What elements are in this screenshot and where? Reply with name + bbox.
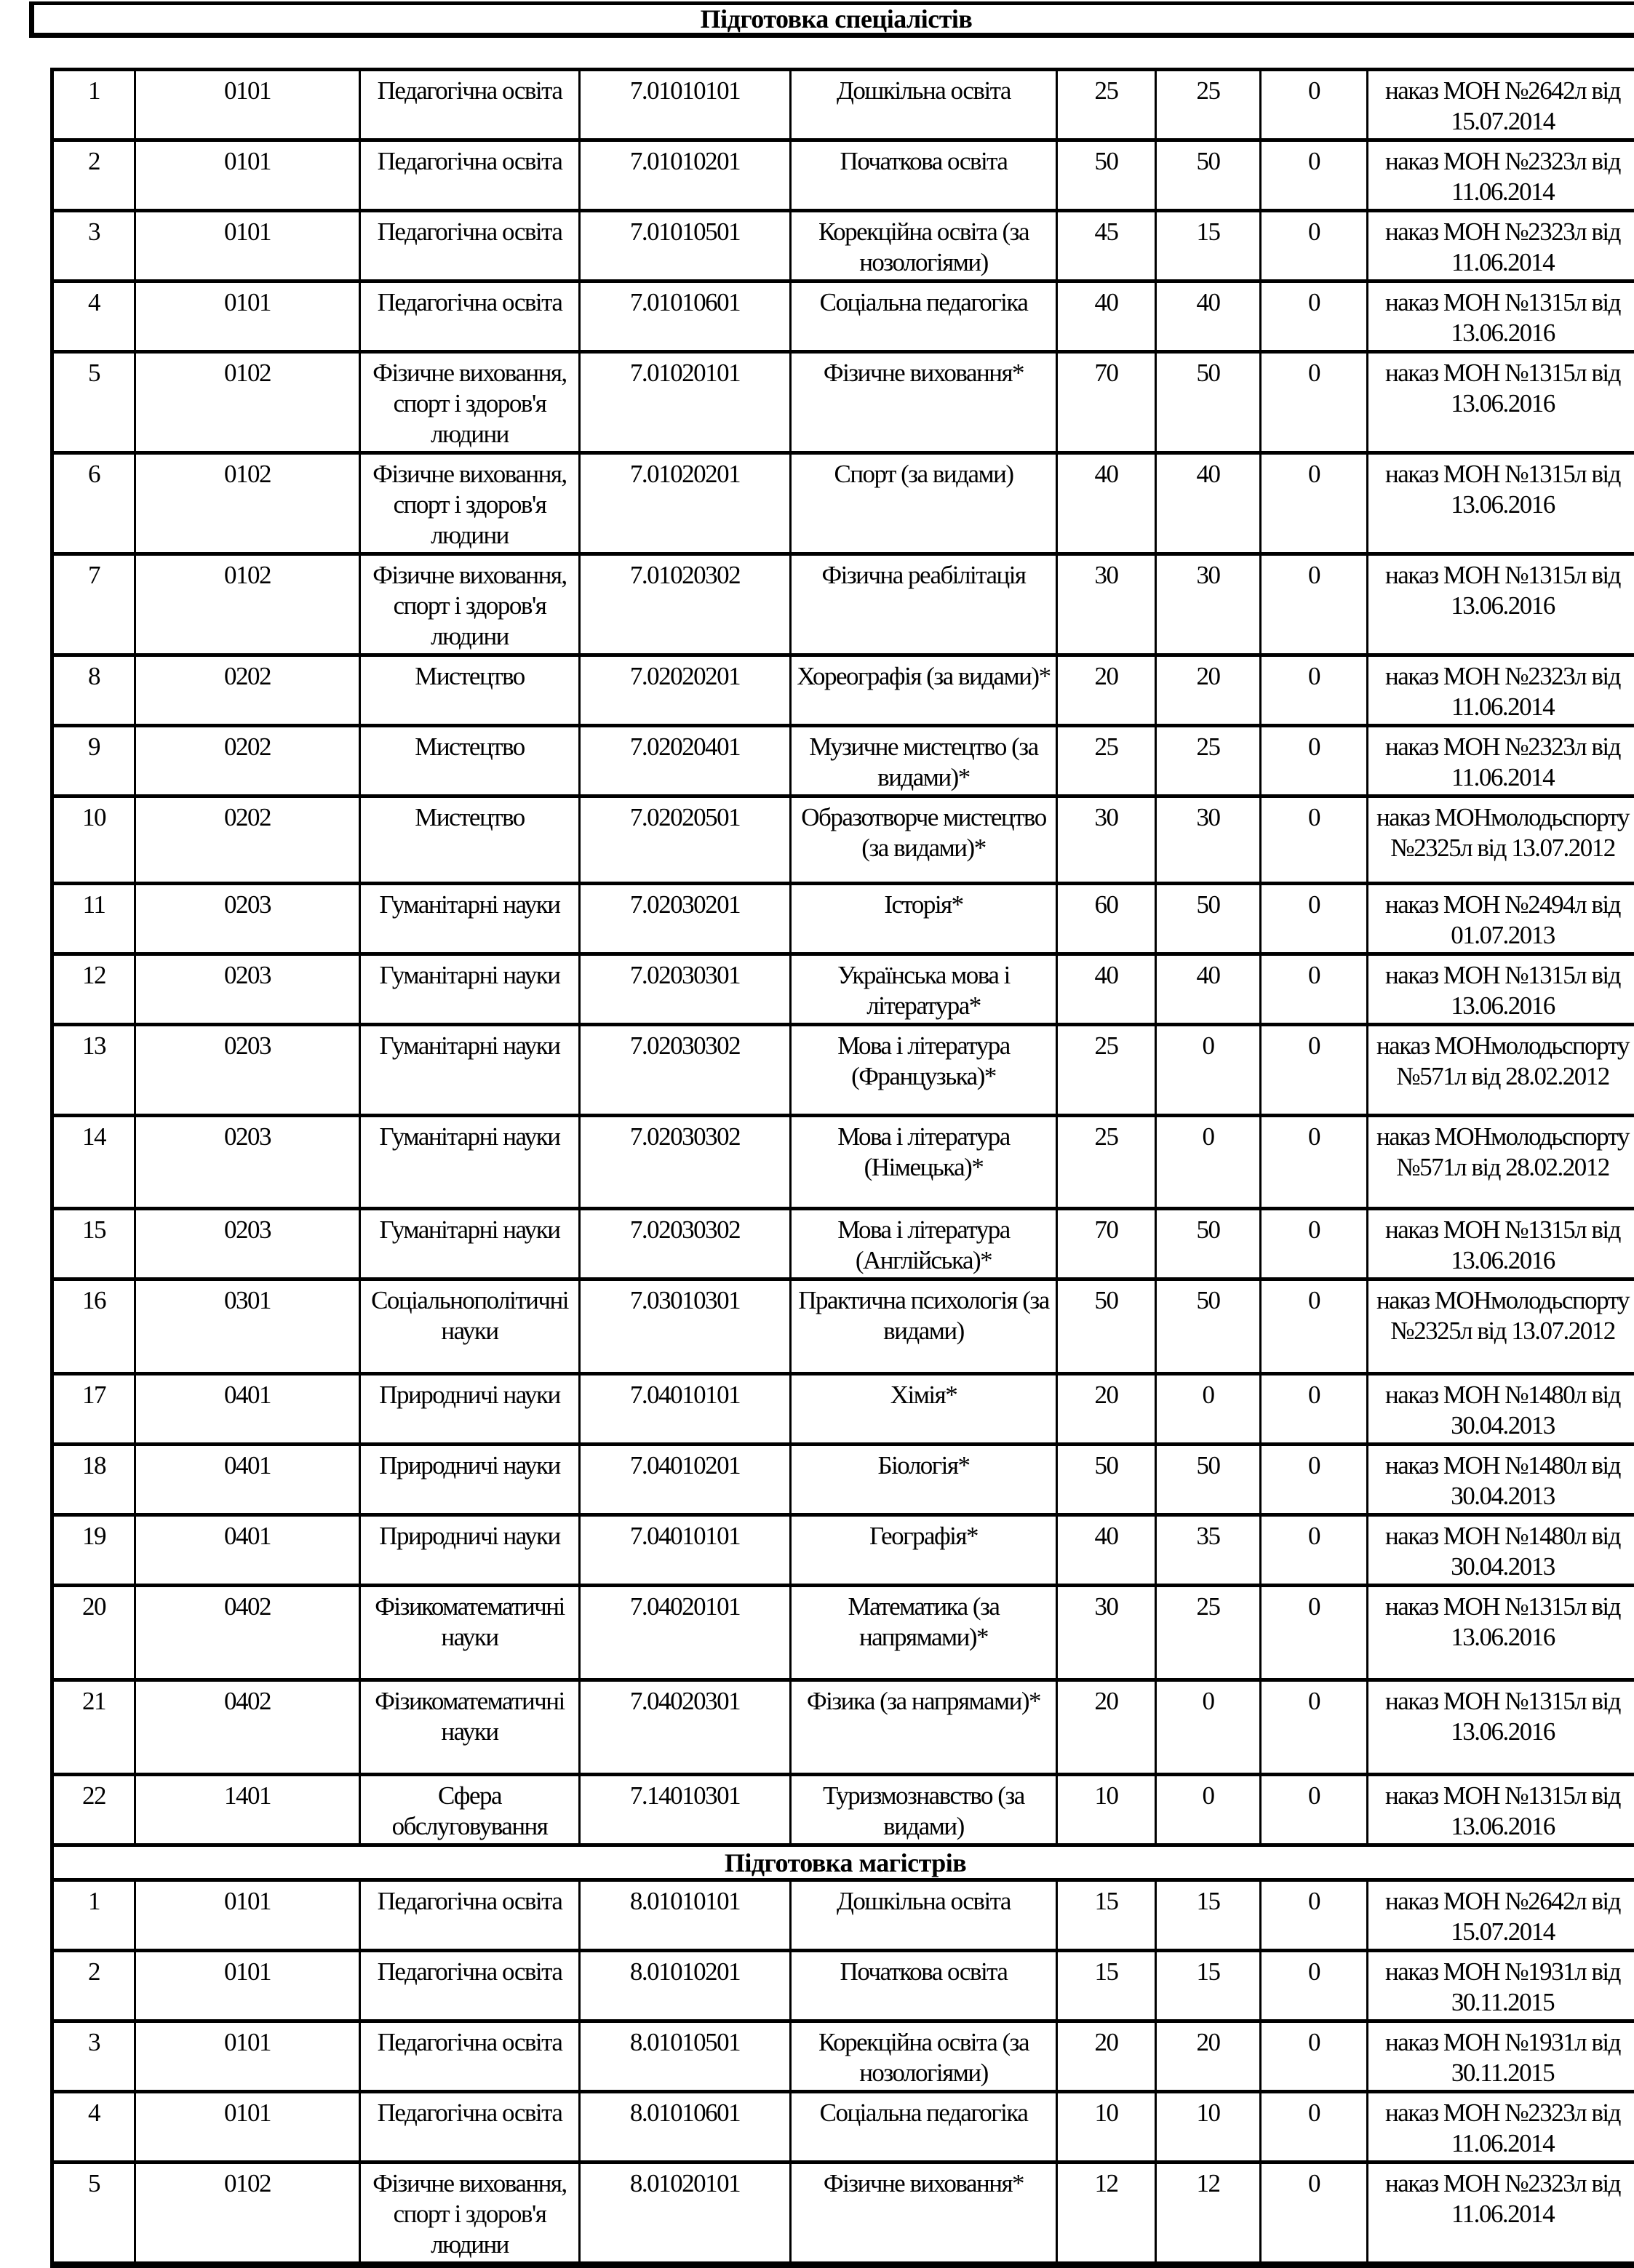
order-reference-cell: наказ МОН №2323л від 11.06.2014	[1368, 2164, 1634, 2265]
specialty-name-cell: Фізична реабілітація	[792, 556, 1058, 657]
field-code-cell: 0203	[136, 885, 361, 956]
order-reference-cell: наказ МОН №1315л від 13.06.2016	[1368, 556, 1634, 657]
second-volume-cell: 0	[1157, 1776, 1262, 1847]
third-volume-cell: 0	[1262, 1682, 1368, 1776]
specialty-code-cell: 7.02020201	[581, 657, 792, 727]
specialty-name-cell: Спорт (за видами)	[792, 455, 1058, 556]
field-code-cell: 0101	[136, 212, 361, 283]
third-volume-cell: 0	[1262, 1517, 1368, 1587]
third-volume-cell: 0	[1262, 1375, 1368, 1446]
licensed-volume-cell: 70	[1058, 354, 1157, 455]
second-volume-cell: 50	[1157, 354, 1262, 455]
third-volume-cell: 0	[1262, 2093, 1368, 2164]
field-code-cell: 0102	[136, 354, 361, 455]
order-reference-cell: наказ МОН №2323л від 11.06.2014	[1368, 142, 1634, 212]
specialty-name-cell: Практична психологія (за видами)	[792, 1281, 1058, 1375]
specialty-name-cell: Мова і література (Англійська)*	[792, 1210, 1058, 1281]
third-volume-cell: 0	[1262, 956, 1368, 1026]
field-code-cell: 0203	[136, 956, 361, 1026]
field-name-cell: Гуманітарні науки	[361, 1117, 581, 1210]
field-code-cell: 0402	[136, 1587, 361, 1682]
specialty-code-cell: 7.02030301	[581, 956, 792, 1026]
second-volume-cell: 12	[1157, 2164, 1262, 2265]
licensed-volume-cell: 40	[1058, 1517, 1157, 1587]
order-reference-cell: наказ МОН №1315л від 13.06.2016	[1368, 1210, 1634, 1281]
specialty-code-cell: 7.04020301	[581, 1682, 792, 1776]
order-reference-cell: наказ МОНмолодьспорту №2325л від 13.07.2012	[1368, 1281, 1634, 1375]
field-code-cell: 0101	[136, 2093, 361, 2164]
row-number-cell: 22	[54, 1776, 136, 1847]
field-name-cell: Фізикоматематичні науки	[361, 1682, 581, 1776]
licensed-volume-cell: 25	[1058, 727, 1157, 798]
row-number-cell: 4	[54, 2093, 136, 2164]
field-name-cell: Фізичне виховання, спорт і здоров'я людини	[361, 556, 581, 657]
specialty-code-cell: 7.02030302	[581, 1210, 792, 1281]
specialty-name-cell: Музичне мистецтво (за видами)*	[792, 727, 1058, 798]
second-volume-cell: 15	[1157, 1882, 1262, 1952]
specialty-code-cell: 7.03010301	[581, 1281, 792, 1375]
field-name-cell: Педагогічна освіта	[361, 1882, 581, 1952]
third-volume-cell: 0	[1262, 1117, 1368, 1210]
row-number-cell: 2	[54, 142, 136, 212]
third-volume-cell: 0	[1262, 1446, 1368, 1517]
field-code-cell: 1401	[136, 1776, 361, 1847]
specialty-name-cell: Історія*	[792, 885, 1058, 956]
specialty-name-cell: Математика (за напрямами)*	[792, 1587, 1058, 1682]
field-name-cell: Педагогічна освіта	[361, 1952, 581, 2023]
order-reference-cell: наказ МОН №2494л від 01.07.2013	[1368, 885, 1634, 956]
specialty-code-cell: 8.01020101	[581, 2164, 792, 2265]
row-number-cell: 5	[54, 354, 136, 455]
row-number-cell: 12	[54, 956, 136, 1026]
licensed-volume-cell: 10	[1058, 1776, 1157, 1847]
field-name-cell: Мистецтво	[361, 798, 581, 885]
specialty-name-cell: Туризмознавство (за видами)	[792, 1776, 1058, 1847]
row-number-cell: 1	[54, 1882, 136, 1952]
row-number-cell: 15	[54, 1210, 136, 1281]
field-code-cell: 0101	[136, 1952, 361, 2023]
licensed-volume-cell: 10	[1058, 2093, 1157, 2164]
second-volume-cell: 30	[1157, 556, 1262, 657]
field-code-cell: 0102	[136, 455, 361, 556]
field-name-cell: Фізичне виховання, спорт і здоров'я людини	[361, 2164, 581, 2265]
field-code-cell: 0402	[136, 1682, 361, 1776]
third-volume-cell: 0	[1262, 1026, 1368, 1117]
order-reference-cell: наказ МОН №1315л від 13.06.2016	[1368, 1587, 1634, 1682]
specialty-code-cell: 7.02020501	[581, 798, 792, 885]
order-reference-cell: наказ МОН №2323л від 11.06.2014	[1368, 727, 1634, 798]
third-volume-cell: 0	[1262, 556, 1368, 657]
row-number-cell: 4	[54, 283, 136, 354]
specialty-name-cell: Хімія*	[792, 1375, 1058, 1446]
second-volume-cell: 0	[1157, 1117, 1262, 1210]
specialty-code-cell: 7.01010501	[581, 212, 792, 283]
field-code-cell: 0102	[136, 2164, 361, 2265]
licensed-volume-cell: 30	[1058, 1587, 1157, 1682]
field-name-cell: Природничі науки	[361, 1517, 581, 1587]
masters-section-title: Підготовка магістрів	[54, 1847, 1634, 1882]
order-reference-cell: наказ МОН №2323л від 11.06.2014	[1368, 212, 1634, 283]
licensed-volume-cell: 25	[1058, 1026, 1157, 1117]
second-volume-cell: 50	[1157, 1446, 1262, 1517]
row-number-cell: 16	[54, 1281, 136, 1375]
third-volume-cell: 0	[1262, 798, 1368, 885]
field-name-cell: Природничі науки	[361, 1375, 581, 1446]
specialty-name-cell: Корекційна освіта (за нозологіями)	[792, 212, 1058, 283]
specialty-code-cell: 8.01010501	[581, 2023, 792, 2093]
specialty-code-cell: 7.02030302	[581, 1026, 792, 1117]
licensed-volume-cell: 40	[1058, 455, 1157, 556]
licensed-volume-cell: 20	[1058, 1682, 1157, 1776]
specialty-name-cell: Соціальна педагогіка	[792, 2093, 1058, 2164]
order-reference-cell: наказ МОН №1931л від 30.11.2015	[1368, 2023, 1634, 2093]
second-volume-cell: 15	[1157, 212, 1262, 283]
field-code-cell: 0102	[136, 556, 361, 657]
third-volume-cell: 0	[1262, 657, 1368, 727]
field-code-cell: 0203	[136, 1026, 361, 1117]
specialty-name-cell: Мова і література (Французька)*	[792, 1026, 1058, 1117]
order-reference-cell: наказ МОН №1315л від 13.06.2016	[1368, 455, 1634, 556]
field-code-cell: 0101	[136, 1882, 361, 1952]
specialty-code-cell: 7.02030201	[581, 885, 792, 956]
specialty-name-cell: Біологія*	[792, 1446, 1058, 1517]
specialty-code-cell: 8.01010601	[581, 2093, 792, 2164]
row-number-cell: 5	[54, 2164, 136, 2265]
order-reference-cell: наказ МОН №2323л від 11.06.2014	[1368, 2093, 1634, 2164]
second-volume-cell: 40	[1157, 455, 1262, 556]
licensed-volume-cell: 30	[1058, 798, 1157, 885]
field-name-cell: Педагогічна освіта	[361, 2023, 581, 2093]
second-volume-cell: 20	[1157, 2023, 1262, 2093]
specialty-code-cell: 7.14010301	[581, 1776, 792, 1847]
field-code-cell: 0101	[136, 2023, 361, 2093]
third-volume-cell: 0	[1262, 142, 1368, 212]
field-name-cell: Фізичне виховання, спорт і здоров'я людини	[361, 354, 581, 455]
field-code-cell: 0202	[136, 798, 361, 885]
third-volume-cell: 0	[1262, 1210, 1368, 1281]
order-reference-cell: наказ МОН №2323л від 11.06.2014	[1368, 657, 1634, 727]
field-code-cell: 0401	[136, 1375, 361, 1446]
licensed-volume-cell: 40	[1058, 956, 1157, 1026]
licensed-specialties-table	[50, 68, 1634, 2268]
row-number-cell: 6	[54, 455, 136, 556]
specialty-code-cell: 7.01010201	[581, 142, 792, 212]
second-volume-cell: 50	[1157, 1210, 1262, 1281]
row-number-cell: 20	[54, 1587, 136, 1682]
second-volume-cell: 25	[1157, 727, 1262, 798]
licensed-volume-cell: 20	[1058, 657, 1157, 727]
second-volume-cell: 10	[1157, 2093, 1262, 2164]
field-name-cell: Педагогічна освіта	[361, 283, 581, 354]
second-volume-cell: 25	[1157, 1587, 1262, 1682]
field-name-cell: Фізикоматематичні науки	[361, 1587, 581, 1682]
specialty-code-cell: 7.01020302	[581, 556, 792, 657]
field-code-cell: 0202	[136, 657, 361, 727]
specialists-title-bar	[29, 1, 1634, 38]
second-volume-cell: 0	[1157, 1375, 1262, 1446]
order-reference-cell: наказ МОН №2642л від 15.07.2014	[1368, 71, 1634, 142]
specialty-name-cell: Образотворче мистецтво (за видами)*	[792, 798, 1058, 885]
order-reference-cell: наказ МОНмолодьспорту №2325л від 13.07.2012	[1368, 798, 1634, 885]
licensed-volume-cell: 50	[1058, 1281, 1157, 1375]
second-volume-cell: 15	[1157, 1952, 1262, 2023]
licensed-volume-cell: 40	[1058, 283, 1157, 354]
third-volume-cell: 0	[1262, 2164, 1368, 2265]
third-volume-cell: 0	[1262, 283, 1368, 354]
specialty-name-cell: Дошкільна освіта	[792, 71, 1058, 142]
third-volume-cell: 0	[1262, 727, 1368, 798]
row-number-cell: 8	[54, 657, 136, 727]
specialty-name-cell: Фізичне виховання*	[792, 2164, 1058, 2265]
third-volume-cell: 0	[1262, 1952, 1368, 2023]
second-volume-cell: 30	[1157, 798, 1262, 885]
second-volume-cell: 50	[1157, 1281, 1262, 1375]
order-reference-cell: наказ МОН №2642л від 15.07.2014	[1368, 1882, 1634, 1952]
field-code-cell: 0301	[136, 1281, 361, 1375]
order-reference-cell: наказ МОНмолодьспорту №571л від 28.02.2012	[1368, 1026, 1634, 1117]
licensed-volume-cell: 15	[1058, 1882, 1157, 1952]
specialty-name-cell: Соціальна педагогіка	[792, 283, 1058, 354]
second-volume-cell: 50	[1157, 885, 1262, 956]
licensed-volume-cell: 30	[1058, 556, 1157, 657]
third-volume-cell: 0	[1262, 455, 1368, 556]
field-code-cell: 0203	[136, 1210, 361, 1281]
licensed-volume-cell: 70	[1058, 1210, 1157, 1281]
specialists-section-title: Підготовка спеціалістів	[700, 4, 973, 33]
second-volume-cell: 20	[1157, 657, 1262, 727]
third-volume-cell: 0	[1262, 71, 1368, 142]
second-volume-cell: 0	[1157, 1026, 1262, 1117]
row-number-cell: 17	[54, 1375, 136, 1446]
second-volume-cell: 25	[1157, 71, 1262, 142]
order-reference-cell: наказ МОН №1480л від 30.04.2013	[1368, 1446, 1634, 1517]
field-code-cell: 0101	[136, 71, 361, 142]
field-name-cell: Фізичне виховання, спорт і здоров'я людини	[361, 455, 581, 556]
licensed-volume-cell: 45	[1058, 212, 1157, 283]
specialty-code-cell: 7.01010601	[581, 283, 792, 354]
specialty-code-cell: 7.02020401	[581, 727, 792, 798]
row-number-cell: 18	[54, 1446, 136, 1517]
field-name-cell: Педагогічна освіта	[361, 2093, 581, 2164]
specialty-code-cell: 7.02030302	[581, 1117, 792, 1210]
specialty-name-cell: Хореографія (за видами)*	[792, 657, 1058, 727]
third-volume-cell: 0	[1262, 885, 1368, 956]
specialty-code-cell: 7.01020101	[581, 354, 792, 455]
field-code-cell: 0101	[136, 142, 361, 212]
specialty-code-cell: 7.01010101	[581, 71, 792, 142]
field-name-cell: Педагогічна освіта	[361, 142, 581, 212]
licensed-volume-cell: 50	[1058, 142, 1157, 212]
row-number-cell: 7	[54, 556, 136, 657]
third-volume-cell: 0	[1262, 1882, 1368, 1952]
licensed-volume-cell: 25	[1058, 1117, 1157, 1210]
specialty-code-cell: 8.01010101	[581, 1882, 792, 1952]
field-name-cell: Мистецтво	[361, 727, 581, 798]
specialty-code-cell: 7.01020201	[581, 455, 792, 556]
licensed-volume-cell: 25	[1058, 71, 1157, 142]
specialty-name-cell: Дошкільна освіта	[792, 1882, 1058, 1952]
order-reference-cell: наказ МОН №1931л від 30.11.2015	[1368, 1952, 1634, 2023]
specialty-code-cell: 8.01010201	[581, 1952, 792, 2023]
row-number-cell: 19	[54, 1517, 136, 1587]
order-reference-cell: наказ МОН №1315л від 13.06.2016	[1368, 1776, 1634, 1847]
specialty-name-cell: Корекційна освіта (за нозологіями)	[792, 2023, 1058, 2093]
field-name-cell: Гуманітарні науки	[361, 956, 581, 1026]
second-volume-cell: 40	[1157, 956, 1262, 1026]
specialty-code-cell: 7.04010101	[581, 1517, 792, 1587]
field-name-cell: Сфера обслуговування	[361, 1776, 581, 1847]
field-name-cell: Педагогічна освіта	[361, 71, 581, 142]
field-name-cell: Гуманітарні науки	[361, 885, 581, 956]
field-code-cell: 0202	[136, 727, 361, 798]
field-code-cell: 0401	[136, 1446, 361, 1517]
row-number-cell: 3	[54, 2023, 136, 2093]
order-reference-cell: наказ МОНмолодьспорту №571л від 28.02.2012	[1368, 1117, 1634, 1210]
field-code-cell: 0401	[136, 1517, 361, 1587]
second-volume-cell: 40	[1157, 283, 1262, 354]
field-name-cell: Соціальнополітичні науки	[361, 1281, 581, 1375]
specialty-code-cell: 7.04010201	[581, 1446, 792, 1517]
row-number-cell: 3	[54, 212, 136, 283]
third-volume-cell: 0	[1262, 354, 1368, 455]
specialty-name-cell: Початкова освіта	[792, 1952, 1058, 2023]
specialty-name-cell: Мова і література (Німецька)*	[792, 1117, 1058, 1210]
field-name-cell: Гуманітарні науки	[361, 1210, 581, 1281]
row-number-cell: 9	[54, 727, 136, 798]
order-reference-cell: наказ МОН №1480л від 30.04.2013	[1368, 1517, 1634, 1587]
order-reference-cell: наказ МОН №1315л від 13.06.2016	[1368, 956, 1634, 1026]
row-number-cell: 14	[54, 1117, 136, 1210]
second-volume-cell: 35	[1157, 1517, 1262, 1587]
second-volume-cell: 0	[1157, 1682, 1262, 1776]
specialty-name-cell: Фізичне виховання*	[792, 354, 1058, 455]
third-volume-cell: 0	[1262, 1776, 1368, 1847]
order-reference-cell: наказ МОН №1315л від 13.06.2016	[1368, 283, 1634, 354]
licensed-volume-cell: 20	[1058, 2023, 1157, 2093]
field-code-cell: 0203	[136, 1117, 361, 1210]
field-code-cell: 0101	[136, 283, 361, 354]
third-volume-cell: 0	[1262, 212, 1368, 283]
field-name-cell: Мистецтво	[361, 657, 581, 727]
order-reference-cell: наказ МОН №1315л від 13.06.2016	[1368, 354, 1634, 455]
third-volume-cell: 0	[1262, 1281, 1368, 1375]
row-number-cell: 21	[54, 1682, 136, 1776]
row-number-cell: 2	[54, 1952, 136, 2023]
field-name-cell: Природничі науки	[361, 1446, 581, 1517]
field-name-cell: Педагогічна освіта	[361, 212, 581, 283]
row-number-cell: 1	[54, 71, 136, 142]
field-name-cell: Гуманітарні науки	[361, 1026, 581, 1117]
order-reference-cell: наказ МОН №1315л від 13.06.2016	[1368, 1682, 1634, 1776]
third-volume-cell: 0	[1262, 2023, 1368, 2093]
third-volume-cell: 0	[1262, 1587, 1368, 1682]
licensed-volume-cell: 20	[1058, 1375, 1157, 1446]
second-volume-cell: 50	[1157, 142, 1262, 212]
specialty-code-cell: 7.04020101	[581, 1587, 792, 1682]
licensed-volume-cell: 50	[1058, 1446, 1157, 1517]
row-number-cell: 11	[54, 885, 136, 956]
specialty-name-cell: Фізика (за напрямами)*	[792, 1682, 1058, 1776]
order-reference-cell: наказ МОН №1480л від 30.04.2013	[1368, 1375, 1634, 1446]
licensed-volume-cell: 15	[1058, 1952, 1157, 2023]
licensed-volume-cell: 12	[1058, 2164, 1157, 2265]
specialty-name-cell: Українська мова і література*	[792, 956, 1058, 1026]
row-number-cell: 13	[54, 1026, 136, 1117]
licensed-volume-cell: 60	[1058, 885, 1157, 956]
specialty-name-cell: Географія*	[792, 1517, 1058, 1587]
row-number-cell: 10	[54, 798, 136, 885]
specialty-code-cell: 7.04010101	[581, 1375, 792, 1446]
specialty-name-cell: Початкова освіта	[792, 142, 1058, 212]
